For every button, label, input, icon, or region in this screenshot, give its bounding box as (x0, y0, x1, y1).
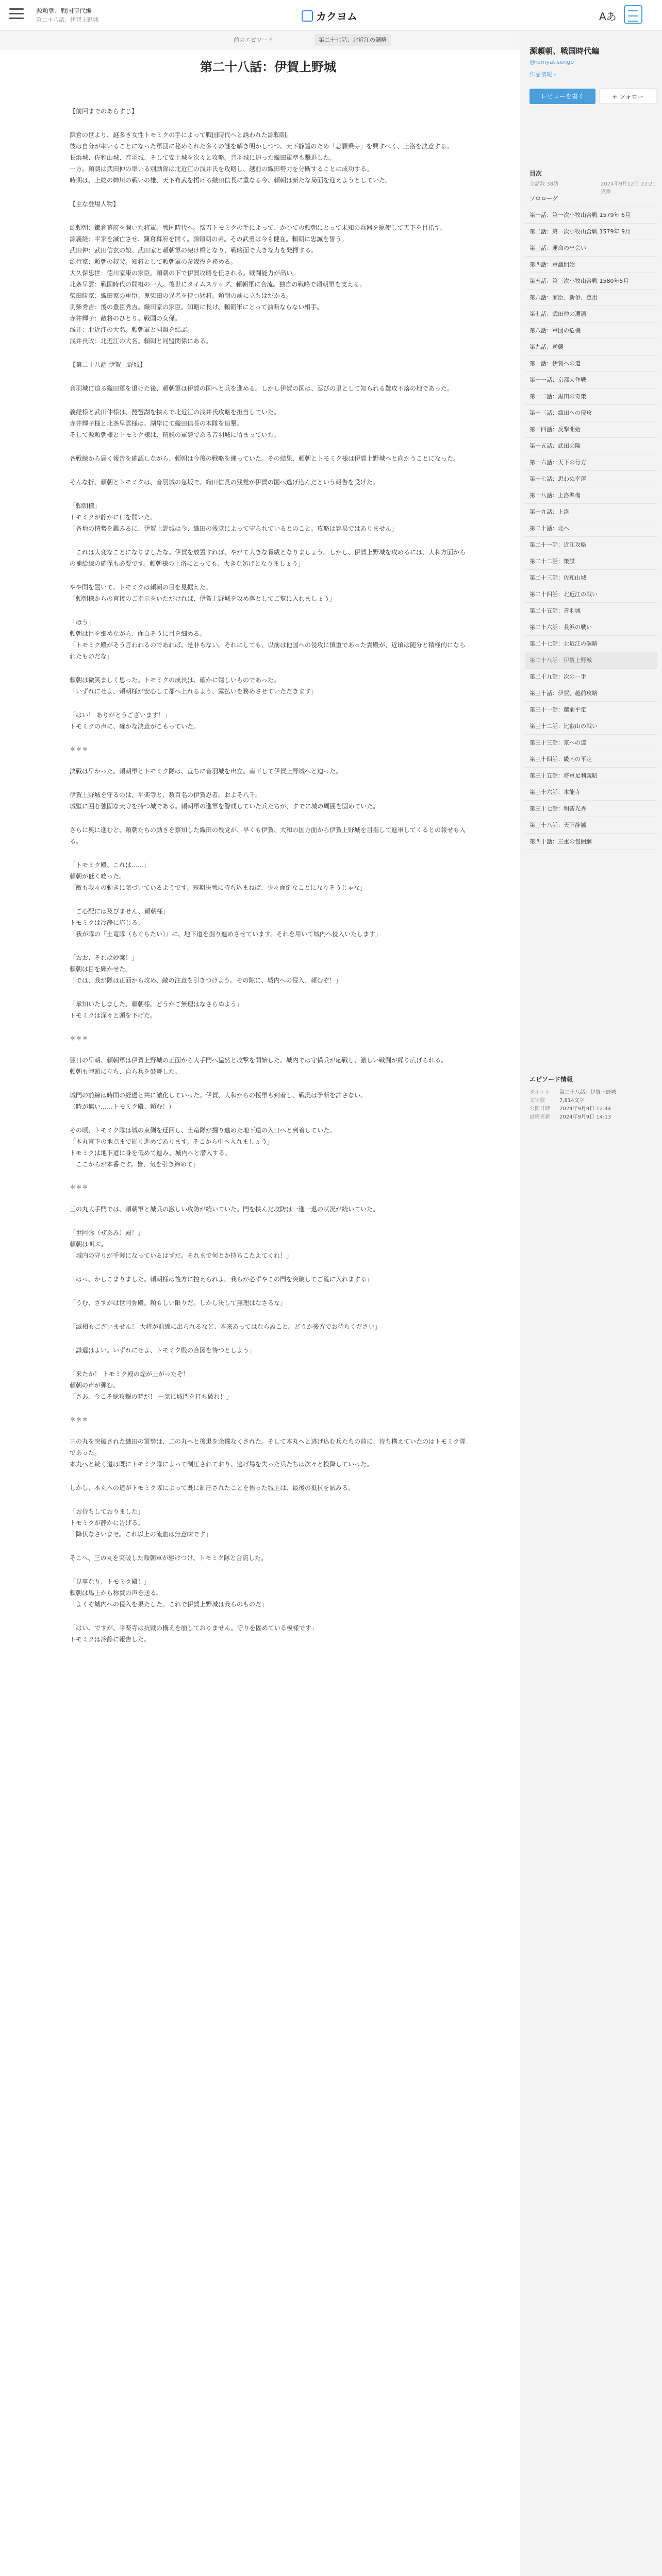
body-paragraph: 「見事なり、トモミク殿！」 頼朝は馬上から称賛の声を送る。 「よくぞ城内への侵入を果たした。これで伊賀上野城は我らのものだ」 (70, 1578, 268, 1608)
body-paragraph: 各戦線から届く報告を確認しながら、頼朝は今後の戦略を練っていた。その結果、頼朝とトモミク様は伊賀上野城へと向かうことになった。 (70, 455, 460, 462)
toc-item[interactable]: 第七話：武田仲の遭遇 (525, 306, 657, 323)
body-paragraph: 頼朝は微笑ましく思った。トモミクの成長は、確かに嬉しいものであった。 「いずれにせよ、頼朝様が安心して都へ上れるよう、露払いを務めさせていただきます」 (70, 676, 318, 695)
toc-item[interactable]: 第三十七話：明智光秀 (525, 801, 657, 817)
info-key: 文字数 (529, 1098, 545, 1104)
toc-item[interactable]: 第十五話：武田の隙 (525, 438, 657, 454)
body-paragraph: 義経様と武田仲様は、琵琶湖を挟んで北近江の浅井氏攻略を担当していた。 赤井輝子様と北条早雲様は、湖岸にて織田信長の本隊を追撃。 そして源頼朝様とトモミク様は、精鋭の軍勢である音羽城に留まっていた。 (70, 409, 280, 438)
episode-info-rows (529, 1089, 653, 1122)
toc-item[interactable]: 第二十七話：北近江の調略 (525, 636, 657, 652)
toc-item[interactable]: 第八話：軍団の危機 (525, 323, 657, 339)
toc-item[interactable]: 第三十四話：畿内の平定 (525, 751, 657, 768)
toc-item[interactable]: 第三十二話：比叡山の戦い (525, 718, 657, 735)
toc-item[interactable]: 第十七話：思わぬ幸運 (525, 471, 657, 487)
episode-info-heading: エピソード情報 (529, 1076, 573, 1083)
menu-icon[interactable] (9, 8, 24, 21)
body-paragraph: 鎌倉の世より、謎多き女性トモミクの手によって戦国時代へと誘われた源頼朝。 彼は自分が率いることになった軍団に秘められた多くの謎を解き明かしつつ、天下静謐のため「悲願乗寺」を興すべく、上洛を決意する。 長浜城、佐和山城、音羽城、そして安土城を次々と攻略。音羽城に迫った織田軍準も撃退した。 一方、頼朝は武田仲の率いる別動隊は北近江の浅井氏を攻略し、越前の織田勢力を分断することに成功する。 時期は、上総の姉川の戦いの雄、天下布武を掲げる織田信長に重なる今、頼朝は新たな局面を迎えようとしていた。 (70, 131, 453, 184)
body-paragraph: 源頼朝：鎌倉幕府を開いた将軍。戦国時代へ。懐刀トモミクの手によって、かつての頼朝にとって未知の兵器を駆使して天下を目指す。 源義経：平家を滅亡させ、鎌倉幕府を開く。源頼朝の弟。その武勇は今も健在。頼朝に忠誠を誓う。 武田仲：武田信玄の娘。武田家と頼朝軍の架け橋となり、戦略面で大きな力を発揮する。 源行家：頼朝の叔父。知将として頼朝軍の参謀役を務める。 大久保忠世：徳川家康の家臣。頼朝の下で伊賀攻略を任される。戦闘能力が高い。 北条早雲：戦国時代の開祖の一人。後世にタイムスリップ、頼朝軍に合流。独自の戦略で頼朝軍を支える。 柴田勝家：織田家の重臣。鬼柴田の異名を持つ猛将。頼朝の前に立ちはだかる。 羽柴秀吉：後の豊臣秀吉。織田家の家臣。知略に長け、頼朝軍にとって油断ならない相手。 赤井輝子：敵将のひとり。戦国の女傑。 浅井：北近江の大名。頼朝軍と同盟を結ぶ。 浅井長政：北近江の大名。頼朝と同盟関係にある。 (70, 224, 446, 345)
body-paragraph: 「謙遜はよい。いずれにせよ、トモミク殿の合図を待つとしよう」 (70, 1347, 256, 1354)
info-key: 公開日時 (529, 1106, 550, 1112)
paragraph-list (70, 106, 467, 1645)
info-value: 第二十八話：伊賀上野城 (559, 1090, 616, 1095)
sidebar-author[interactable]: @fomyatisengo (529, 59, 574, 65)
body-paragraph: その頃、トモミク隊は城の東側を迂回し、土竜隊が掘り進めた地下道の入口へと到着していた。 「本丸直下の地点まで掘り進めてあります。そこから中へ入れましょう」 トモミクは地下道に身を低めて進み、城内へと潜入する。 「ここからが本番です。皆、気を引き締めて」 (70, 1127, 336, 1168)
follow-button[interactable]: + フォロー (600, 89, 656, 104)
info-value: 7,814文字 (559, 1098, 585, 1104)
body-paragraph: 【第二十八話 伊賀上野城】 (70, 361, 146, 368)
body-paragraph: 「これは大変なことになりましたな。伊賀を放置すれば、やがて大きな脅威となりましょう。しかし、伊賀上野城を攻めるには、大和方面からの補給線の確保も必要です。頼朝様の上洛にとっても、大きな妨げとなりましょう」 (70, 549, 466, 567)
write-review-button[interactable]: レビューを書く (529, 89, 595, 104)
toc-item[interactable]: 第十八話：上洛準備 (525, 487, 657, 504)
body-paragraph: そこへ、三の丸を突破した頼朝軍が駆けつけ、トモミク隊と合流した。 (70, 1554, 268, 1562)
toc-item[interactable]: 第五話：第三次小牧山合戦 1580年5月 (525, 273, 657, 290)
body-paragraph: しかし、本丸への道がトモミク隊によって既に制圧されたことを悟った城主は、最後の抵抗を試みる。 (70, 1484, 355, 1492)
prev-episode-link[interactable]: 前のエピソード (234, 37, 273, 43)
body-paragraph: 三の丸大手門では、頼朝軍と城兵の激しい攻防が続いていた。門を挟んだ攻防は一進一退の状況が続いていた。 (70, 1206, 379, 1213)
info-value: 2024年9月9日 12:44 (559, 1106, 611, 1112)
chapter-title: 第二十八話：伊賀上野城 (200, 59, 336, 74)
episode-info-row (529, 1105, 653, 1113)
body-paragraph: さらに奥に進むと、頼朝たちの動きを察知した織田の残党が、早くも伊賀、大和の国方面から伊賀上野城を目指して進軍してくるとの報せも入る。 (70, 826, 466, 845)
section-separator: ＊＊＊ (70, 745, 89, 753)
toc-item[interactable]: 第二十三話：佐和山城 (525, 570, 657, 586)
toc-item[interactable]: 第十六話：天下の行方 (525, 454, 657, 471)
episode-info-row (529, 1097, 653, 1105)
body-paragraph: 「おお、それは妙案！」 頼朝は目を輝かせた。 「では、我が隊は正面から攻め、敵の注意を引きつけよう。その隙に、城内への侵入、頼むぞ！」 (70, 954, 342, 984)
font-toggle-button[interactable]: Aあ (599, 10, 617, 23)
body-paragraph: 【主な登場人物】 (70, 200, 120, 208)
section-separator: ＊＊＊ (70, 1183, 89, 1191)
body-paragraph: 「ほう」 頼朝は目を細めながら、面白そうに目を細める。 「トモミク殿がそう言われるのであれば、是非もない。それにしても、以前は他国への侵攻に慎重であった貴殿が、近頃は随分と積極的になられたものだな」 (70, 619, 466, 660)
toc-item[interactable]: 第二十二話：策謀 (525, 553, 657, 570)
toc-item[interactable]: 第十四話：反撃開始 (525, 421, 657, 438)
body-paragraph: 三の丸を突破された織田の軍勢は、二の丸へと後退を余儀なくされた。そして本丸へと逃げ込む兵たちの前に、待ち構えていたのはトモミク隊であった。 本丸へと続く道は既にトモミク隊によって制圧されており、逃げ場を失った兵たちは次々と投降していった。 (70, 1438, 466, 1468)
top-header (0, 0, 662, 31)
info-value: 2024年9月9日 14:13 (559, 1114, 611, 1120)
episode-body (70, 57, 467, 1657)
toc-episode-count: 全話数 38話 (529, 181, 558, 187)
toc-item[interactable]: 第三十五話：将軍足利義昭 (525, 768, 657, 784)
body-paragraph: 伊賀上野城を守るのは、平楽寺と、数百名の伊賀忍者。およそ八千。 城壁に囲む強固な天守を持つ城である。頼朝軍の進軍を警戒していた兵たちが、すでに城の周囲を固めていた。 (70, 791, 379, 810)
header-episode-title: 第二十八話：伊賀上野城 (36, 16, 98, 23)
toc-item[interactable]: 第十一話：京都大作戦 (525, 372, 657, 388)
body-paragraph: やや間を置いて、トモミクは頼朝の目を見据えた。 「頼朝様からの直接のご指示をいただければ、伊賀上野城を攻め落としてご覧に入れましょう」 (70, 584, 336, 602)
toc-updated-date: 2024年9月12日 22:21 更新 (601, 181, 656, 195)
toc-item[interactable]: 第三十話：伊賀、越前攻略 (525, 685, 657, 702)
toc-item[interactable]: 第二十話：北へ (525, 520, 657, 537)
logo-icon (302, 10, 313, 22)
toc-item[interactable]: 第二十一話：近江攻略 (525, 537, 657, 553)
body-paragraph: 「承知いたしました、頼朝様。どうかご無理はなさらぬよう」 トモミクは深々と頭を下げた。 (70, 1001, 243, 1019)
sidebar (520, 31, 662, 2576)
body-paragraph: 「世阿弥（ぜあみ）殿！」 頼朝は叫ぶ。 「城内の守りが手薄になっているはずだ。それまで何とか持ちこたえてくれ！」 (70, 1229, 293, 1259)
toc-item[interactable]: 第一話：第一次小牧山合戦 1579年 6月 (525, 207, 657, 224)
section-separator: ＊＊＊ (70, 1035, 89, 1042)
sidebar-work-name[interactable]: 源頼朝、戦国時代編 (529, 46, 600, 56)
body-paragraph: 「頼朝様」 トモミクが静かに口を開いた。 「各地の情勢を鑑みるに、伊賀上野城は今、織田の残党によって守られているとのこと。攻略は容易ではありません」 (70, 502, 398, 532)
toc-item[interactable]: 第十二話：黒田の奇策 (525, 388, 657, 405)
body-paragraph: 「はい！ ありがとうございます！」 トモミクの声に、確かな決意がこもっていた。 (70, 711, 200, 730)
toc-item[interactable]: 第二十五話：音羽城 (525, 603, 657, 619)
section-separator: ＊＊＊ (70, 1416, 89, 1423)
work-info-link[interactable]: 作品情報 › (529, 71, 556, 78)
body-paragraph: そんな折、頼朝とトモミクは、音羽城の急坂で、織田信長の残党が伊賀の国へ逃げ込んだという報告を受けた。 (70, 479, 379, 486)
body-paragraph: 音羽城に迫る織田軍を退けた後、頼朝軍は伊賀の国へと兵を進める。しかし伊賀の国は、忍びの里として知られる難攻不落の地であった。 (70, 385, 453, 392)
body-paragraph: 「はっ、かしこまりました。頼朝様は後方に控えられよ。我らが必ずやこの門を突破してご覧に入れまする」 (70, 1276, 373, 1283)
body-paragraph: 城門の前線は時間の経過と共に激化していった。伊賀、大和からの援軍も到着し、戦況は予断を許さない。 （時が無い……トモミク殿、頼む！） (70, 1092, 367, 1110)
current-episode-label: 第二十七話：北近江の調略 (315, 34, 391, 46)
toc-item[interactable]: 第二話：第一次小牧山合戦 1579年 9月 (525, 224, 657, 240)
toc-item-current[interactable]: 第二十八話：伊賀上野城 (525, 652, 657, 669)
toc-item[interactable]: 第三十六話：本能寺 (525, 784, 657, 801)
body-paragraph: 決戦は早かった。頼朝軍とトモミク隊は、直ちに音羽城を出立。南下して伊賀上野城へと迫った。 (70, 768, 342, 775)
toc-item[interactable]: 第四話：軍議開始 (525, 257, 657, 273)
episode-info-row (529, 1113, 653, 1122)
body-paragraph: 「来たか！ トモミク殿の煙が上がったぞ！」 頼朝の声が弾む。 「さあ、今こそ総攻撃の時だ！ 一気に城門を打ち破れ！」 (70, 1370, 233, 1400)
toc-item[interactable]: 第四十話：三重の包囲網 (525, 834, 657, 850)
body-paragraph: 「お待ちしておりました」 トモミクが静かに告げる。 「降伏なさいませ。これ以上の流血は無意味です」 (70, 1508, 212, 1538)
header-work-title[interactable]: 源頼朝、戦国時代編 (36, 7, 92, 14)
toc-item[interactable]: 第三十一話：越前平定 (525, 702, 657, 718)
episode-info (529, 1075, 653, 1122)
toc-item[interactable]: 第二十四話：北近江の戦い (525, 586, 657, 603)
toc-item[interactable]: 第九話：逆襲 (525, 339, 657, 355)
toc-item[interactable]: 第三話：運命の出会い (525, 240, 657, 257)
toc-item[interactable]: 第二十六話：長浜の戦い (525, 619, 657, 636)
body-paragraph: 翌日の早朝、頼朝軍は伊賀上野城の正面から大手門へ猛然と攻撃を開始した。城内では守備兵が応戦し、激しい戦闘が繰り広げられる。 頼朝も陣頭に立ち、自ら兵を鼓舞した。 (70, 1057, 448, 1075)
toc-item[interactable]: 第三十三話：京への道 (525, 735, 657, 751)
body-paragraph: 「滅相もございません！ 大将が前線に出られるなど、本来あってはならぬこと。どうか後方でお待ちください」 (70, 1323, 381, 1330)
toc-item[interactable]: プロローグ (525, 191, 657, 207)
toc-toggle-button[interactable] (624, 5, 642, 24)
body-paragraph: 【前回までのあらすじ】 (70, 108, 138, 115)
logo-text: カクヨム (316, 10, 357, 23)
body-paragraph: 「うむ、さすがは世阿弥殿。頼もしい限りだ。しかし決して無理はなさるな」 (70, 1299, 287, 1307)
body-paragraph: 「トモミク殿、これは……」 頼朝が低く唸った。 「敵も我々の動きに気づいているようです。短期決戦に持ち込まねば、少々面倒なことになりそうじゃな」 (70, 861, 367, 891)
toc-item[interactable]: 第三十八話：天下静謐 (525, 817, 657, 834)
body-paragraph: 「はい、ですが、平楽寺は抗戦の構えを崩しておりません。守りを固めている模様です」 トモミクは冷静に報告した。 (70, 1624, 318, 1643)
toc-list (525, 191, 657, 850)
toc-item[interactable]: 第十話：伊賀への道 (525, 355, 657, 372)
episode-info-row (529, 1089, 653, 1097)
toc-heading: 目次 (529, 170, 542, 177)
toc-item[interactable]: 第六話：家臣、新参、登用 (525, 290, 657, 306)
info-key: タイトル (529, 1090, 550, 1095)
toc-item[interactable]: 第十九話：上洛 (525, 504, 657, 520)
info-key: 最終更新 (529, 1114, 550, 1120)
toc-item[interactable]: 第十三話：織田への侵攻 (525, 405, 657, 421)
site-logo[interactable] (302, 8, 357, 23)
body-paragraph: 「ご心配には及びません、頼朝様」 トモミクは冷静に応じる。 「我が隊の『土竜隊（もぐらたい）』に、地下道を掘り進めさせています。それを用いて城内へ侵入いたします」 (70, 908, 382, 938)
toc-item[interactable]: 第二十九話：次の一手 (525, 669, 657, 685)
